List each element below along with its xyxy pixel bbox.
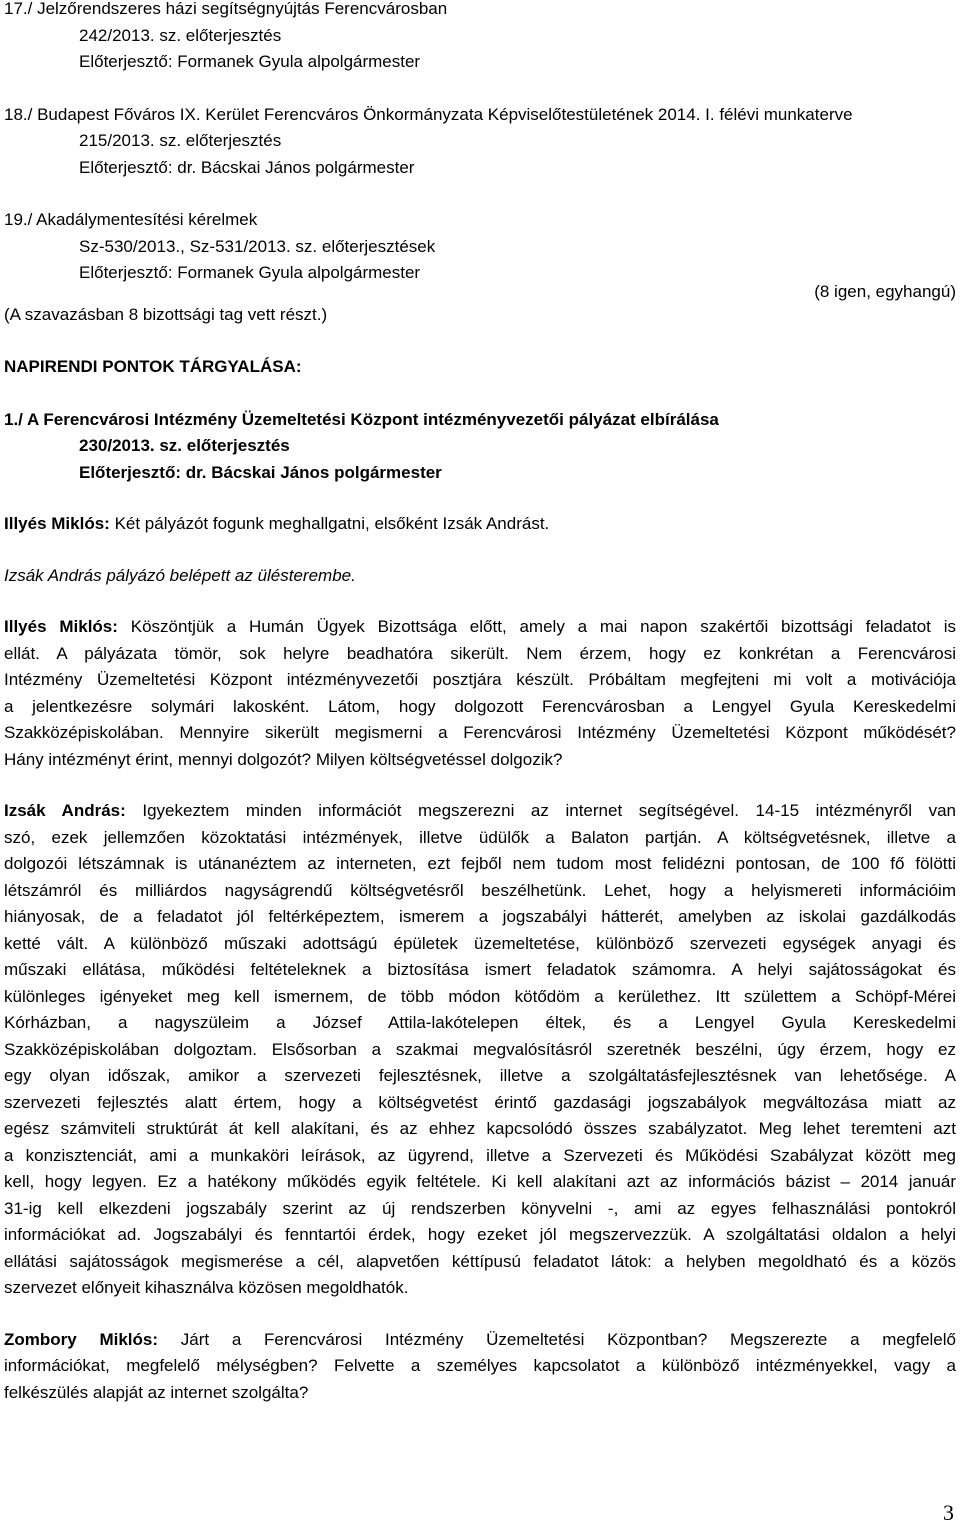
procedural-note: Izsák András pályázó belépett az ülésterembe. <box>4 565 356 585</box>
speech-line: kell, hogy legyen. Ez a hatékony működés egyik feltétele. Ki kell alakítani azt az információs bázist – 2014 január <box>4 1172 956 1191</box>
speech-line: a konzisztenciát, ami a munkaköri leírások, az ügyrend, illetve a Szervezeti és Működési Szabályzat között meg <box>4 1145 956 1165</box>
speech-line: egész számviteli struktúrát át kell alakítani, és az ehhez kapcsolódó összes szabályzatot. Meg lehet teremteni azt <box>4 1119 956 1138</box>
speaker-name: Zombory Miklós: <box>4 1329 159 1349</box>
speech-line: 31-ig kell elkezdeni jogszabály szerint az új rendszerben könyvelni -, ami az egyes felhasználási pontokról <box>4 1198 956 1218</box>
speech-izsak <box>4 798 956 1302</box>
agenda-item-number: Sz-530/2013., Sz-531/2013. sz. előterjesztések <box>79 236 436 256</box>
agenda-item-19 <box>4 207 956 287</box>
agenda-item-presenter: Előterjesztő: dr. Bácskai János polgármester <box>79 462 442 482</box>
speech-line: Igyekeztem minden információt megszerezni az internet segítségével. 14-15 intézményről van <box>142 801 956 820</box>
speech-line: ketté vált. A különböző műszaki adottságú épületek üzemeltetése, különböző szervezeti egységek anyagi és <box>4 933 956 953</box>
agenda-item-title: 1./ A Ferencvárosi Intézmény Üzemeltetési Központ intézményvezetői pályázat elbírálása <box>4 409 719 429</box>
speech-line: hiányosak, de a feladatot jól feltérképeztem, ismerem a jogszabályi hátterét, amelyben az iskolai gazdálkodás <box>4 907 956 926</box>
agenda-item-number: 215/2013. sz. előterjesztés <box>79 131 282 150</box>
speech-line: Szakközépiskolában. Mennyire sikerült megismerni a Ferencvárosi Intézmény Üzemeltetési Központ működését? <box>4 723 956 742</box>
vote-row <box>4 281 956 329</box>
speech-line: létszámról és milliárdos nagyságrendű költségvetésről beszélhetünk. Lehet, hogy a helyismereti információim <box>4 880 956 900</box>
vote-result: (8 igen, egyhangú) <box>814 281 956 301</box>
speaker-name: Izsák András: <box>4 801 126 820</box>
document-page <box>4 0 956 1406</box>
agenda-item-presenter: Előterjesztő: Formanek Gyula alpolgármester <box>79 263 421 282</box>
agenda-item-18 <box>4 102 956 182</box>
speech-line: szó, ezek jellemzően közoktatási intézmények, illetve üdülők a Balaton partján. A költségvetésnek, illetve a <box>4 827 956 847</box>
speech-line: műszaki ellátása, működési feltételeknek a biztosítása ismert feladatok számomra. A helyi sajátosságokat és <box>4 960 956 979</box>
agenda-item-title: 18./ Budapest Főváros IX. Kerület Ferencváros Önkormányzata Képviselőtestületének 2014. I. félévi munkaterve <box>4 104 853 124</box>
speech-line: Kórházban, a nagyszüleim a József Attila-lakótelepen éltek, és a Lengyel Gyula Kereskedelmi <box>4 1013 956 1032</box>
speech-line: Köszöntjük a Humán Ügyek Bizottsága előtt, amely a mai napon szakértői bizottsági feladatot is <box>130 617 956 636</box>
speech-line: szervezet előnyeit kihasználva közösen megoldhatók. <box>4 1278 409 1297</box>
speech-illyes-2 <box>4 614 956 773</box>
agenda-item-title: 19./ Akadálymentesítési kérelmek <box>4 210 258 229</box>
speech-line: Intézmény Üzemeltetési Központ intézményvezetői posztjára készült. Próbáltam megfejteni mi volt a motivációja <box>4 670 956 689</box>
speech-line: ellátási sajátosságok megismerése a cél, alapvetően kéttípusú feladatot látok: a helyben megoldható és a közös <box>4 1251 956 1271</box>
speech-zombory <box>4 1327 956 1407</box>
speech-illyes-1 <box>4 511 956 538</box>
speech-line: a jelentkezésre solymári lakosként. Látom, hogy dolgozott Ferencvárosban a Lengyel Gyula Kereskedelmi <box>4 696 956 716</box>
section-heading: NAPIRENDI PONTOK TÁRGYALÁSA: <box>4 357 302 376</box>
agenda-item-presenter: Előterjesztő: dr. Bácskai János polgármester <box>79 157 415 177</box>
speech-line: felkészülés alapját az internet szolgálta? <box>4 1382 309 1402</box>
agenda-item-17 <box>4 0 956 76</box>
page-number: 3 <box>943 1500 954 1525</box>
speaker-name: Illyés Miklós: <box>4 514 110 533</box>
speech-line: információkat ad. Jogszabályi és fenntartói érdek, hogy ezeket jól megszervezzük. A szolgáltatási oldalon a helyi <box>4 1225 956 1244</box>
speech-text: Két pályázót fogunk meghallgatni, elsőként Izsák Andrást. <box>114 514 550 533</box>
speech-line: szervezeti fejlesztés alatt értem, hogy a költségvetést érintő gazdasági jogszabályok megváltozása miatt az <box>4 1092 956 1112</box>
speech-line: dolgozói létszámnak is utánanéztem az interneten, ezt fejből nem tudom most felidézni pontosan, de 100 fő fölötti <box>4 854 956 873</box>
speech-line: információkat, megfelelő mélységben? Felvette a személyes kapcsolatot a különböző intézményekkel, vagy a <box>4 1356 956 1375</box>
agenda-item-1 <box>4 407 956 487</box>
speech-line: különleges igényeket meg kell ismernem, de több módon kötődöm a kerülethez. Itt születtem a Schöpf-Mérei <box>4 986 956 1006</box>
speech-line: egy olyan időszak, amikor a szervezeti fejlesztésnek, illetve a szolgáltatásfejlesztésnek van lehetősége. A <box>4 1066 956 1085</box>
speech-line: Járt a Ferencvárosi Intézmény Üzemeltetési Központban? Megszerezte a megfelelő <box>180 1329 956 1349</box>
agenda-item-presenter: Előterjesztő: Formanek Gyula alpolgármester <box>79 52 421 71</box>
speaker-name: Illyés Miklós: <box>4 617 118 636</box>
speech-line: Szakközépiskolában dolgoztam. Elsősorban a szakmai megvalósításról szeretnék beszélni, úgy érzem, hogy ez <box>4 1039 956 1059</box>
agenda-item-number: 230/2013. sz. előterjesztés <box>79 436 290 455</box>
vote-participation: (A szavazásban 8 bizottsági tag vett részt.) <box>4 304 328 324</box>
agenda-item-number: 242/2013. sz. előterjesztés <box>79 25 282 45</box>
speech-line: ellát. A pályázata tömör, sok helyre beadhatóra sikerült. Nem érzem, hogy ez konkrétan a Ferencvárosi <box>4 643 956 663</box>
speech-line: Hány intézményt érint, mennyi dolgozót? Milyen költségvetéssel dolgozik? <box>4 749 563 769</box>
agenda-item-title: 17./ Jelzőrendszeres házi segítségnyújtás Ferencvárosban <box>4 0 448 18</box>
